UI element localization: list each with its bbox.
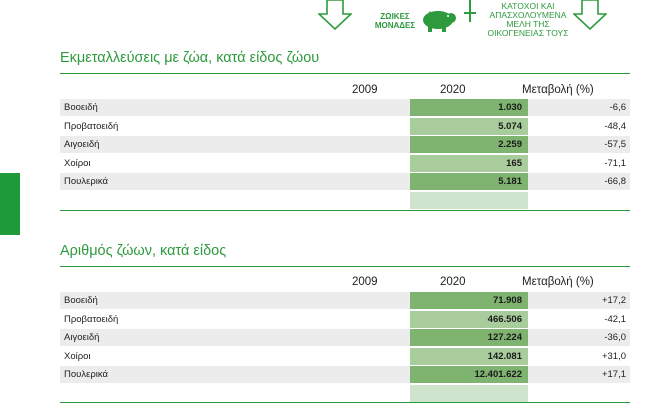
value-2020: 71.908 <box>410 292 528 309</box>
row-label: Αιγοειδή <box>64 139 100 150</box>
value-change: +17,1 <box>601 369 626 380</box>
spacer-cell <box>410 385 528 402</box>
row-label: Χοίροι <box>64 157 91 169</box>
value-2020: 142.081 <box>410 348 528 365</box>
column-header-2020: 2020 <box>440 276 466 288</box>
table-row <box>60 292 630 309</box>
row-label: Προβατοειδή <box>64 313 119 325</box>
value-change: -6,6 <box>609 102 626 113</box>
table-row <box>60 348 630 365</box>
animals-table-title: Αριθμός ζώων, κατά είδος <box>60 243 227 259</box>
row-label: Πουλερικά <box>64 176 108 187</box>
livestock-units-label: ΖΩΙΚΕΣ ΜΟΝΑΔΕΣ <box>374 12 416 30</box>
table-row <box>60 173 630 190</box>
value-change: -42,1 <box>604 313 626 325</box>
table-rule <box>60 73 630 74</box>
table-row <box>60 311 630 328</box>
value-2020: 5.181 <box>410 173 528 190</box>
table-rule <box>60 402 630 403</box>
value-change: +17,2 <box>601 295 626 306</box>
table-rule <box>60 210 630 211</box>
arrow-down-icon <box>318 0 352 30</box>
pig-icon <box>418 6 458 32</box>
table-row <box>60 329 630 346</box>
value-2020: 2.259 <box>410 136 528 153</box>
table-row <box>60 118 630 135</box>
arrow-down-icon <box>573 0 607 30</box>
header-graphic <box>0 0 650 42</box>
value-change: -57,5 <box>604 139 626 150</box>
table-row <box>60 136 630 153</box>
value-2020: 5.074 <box>410 118 528 135</box>
table-spacer-row <box>60 385 630 402</box>
value-change: +31,0 <box>601 350 626 362</box>
row-label: Πουλερικά <box>64 369 108 380</box>
table-row <box>60 155 630 172</box>
row-label: Βοοειδή <box>64 295 98 306</box>
table-row <box>60 99 630 116</box>
table-row <box>60 366 630 383</box>
person-icon <box>462 0 478 24</box>
value-2020: 1.030 <box>410 99 528 116</box>
table-spacer-row <box>60 192 630 209</box>
row-label: Χοίροι <box>64 350 91 362</box>
row-label: Προβατοειδή <box>64 120 119 132</box>
table-rule <box>60 266 630 267</box>
column-header-change: Μεταβολή (%) <box>522 84 594 96</box>
value-2020: 165 <box>410 155 528 172</box>
column-header-2020: 2020 <box>440 84 466 96</box>
value-change: -36,0 <box>604 332 626 343</box>
value-2020: 12.401.622 <box>410 366 528 383</box>
column-header-2009: 2009 <box>352 84 378 96</box>
value-change: -66,8 <box>604 176 626 187</box>
row-label: Βοοειδή <box>64 102 98 113</box>
row-label: Αιγοειδή <box>64 332 100 343</box>
value-change: -71,1 <box>604 157 626 169</box>
spacer-cell <box>410 192 528 209</box>
holdings-table-title: Εκμεταλλεύσεις με ζώα, κατά είδος ζώου <box>60 50 320 66</box>
column-header-change: Μεταβολή (%) <box>522 276 594 288</box>
value-2020: 127.224 <box>410 329 528 346</box>
side-accent-bar <box>0 173 20 235</box>
holders-family-label: ΚΑΤΟΧΟΙ ΚΑΙ ΑΠΑΣΧΟΛΟΥΜΕΝΑ ΜΕΛΗ ΤΗΣ ΟΙΚΟΓΕΝΕΙΑΣ ΤΟΥΣ <box>487 1 569 38</box>
value-change: -48,4 <box>604 120 626 132</box>
column-header-2009: 2009 <box>352 276 378 288</box>
value-2020: 466.506 <box>410 311 528 328</box>
